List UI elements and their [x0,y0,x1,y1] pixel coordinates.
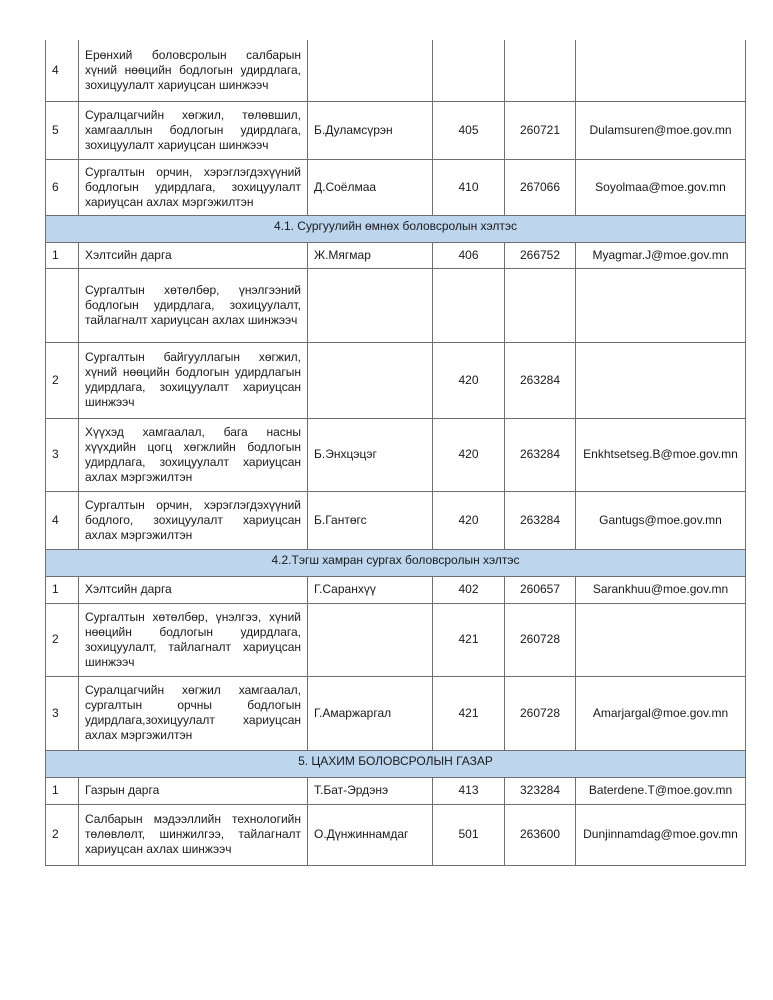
email-address[interactable]: Sarankhuu@moe.gov.mn [576,576,746,603]
table-row [46,268,746,342]
room-number: 405 [433,101,505,159]
employee-name: Т.Бат-Эрдэнэ [308,777,433,804]
table-row [46,101,746,159]
row-number: 2 [46,342,79,418]
row-number: 3 [46,676,79,750]
section-header-row [46,215,746,242]
row-number: 6 [46,159,79,215]
row-number: 2 [46,603,79,676]
room-number: 501 [433,804,505,865]
employee-name [308,603,433,676]
position-title: Хүүхэд хамгаалал, бага насны хүүхдийн цогц хөгжлийн бодлогын удирдлага, зохицуулалт хариуцсан ахлах мэргэжилтэн [79,418,308,491]
room-number: 420 [433,418,505,491]
email-address[interactable]: Dulamsuren@moe.gov.mn [576,101,746,159]
room-number [433,40,505,101]
employee-name: Б.Дуламсүрэн [308,101,433,159]
phone-number: 263284 [505,491,576,549]
room-number: 410 [433,159,505,215]
room-number: 421 [433,676,505,750]
position-title: Хэлтсийн дарга [79,242,308,268]
position-title: Ерөнхий боловсролын салбарын хүний нөөцийн бодлогын удирдлага, зохицуулалт хариуцсан шинжээч [79,40,308,101]
table-row [46,418,746,491]
phone-number: 263600 [505,804,576,865]
position-title: Суралцагчийн хөгжил хамгаалал, сургалтын орчны бодлогын удирдлага,зохицуулалт хариуцсан ахлах мэргэжилтэн [79,676,308,750]
employee-name: Б.Энхцэцэг [308,418,433,491]
employee-name: Д.Соёлмаа [308,159,433,215]
email-address[interactable]: Soyolmaa@moe.gov.mn [576,159,746,215]
table-row [46,804,746,865]
phone-number [505,268,576,342]
phone-number: 263284 [505,342,576,418]
email-address [576,268,746,342]
row-number: 1 [46,576,79,603]
position-title: Сургалтын хөтөлбөр, үнэлгээ, хүний нөөцийн бодлогын удирдлага, зохицуулалт, тайлагналт хариуцсан шинжээч [79,603,308,676]
room-number: 420 [433,342,505,418]
phone-number: 260728 [505,603,576,676]
email-address[interactable]: Dunjinnamdag@moe.gov.mn [576,804,746,865]
email-address[interactable]: Baterdene.T@moe.gov.mn [576,777,746,804]
table-row [46,603,746,676]
table-row [46,576,746,603]
position-title: Сургалтын байгууллагын хөгжил, хүний нөөцийн бодлогын удирдлагын удирдлага, зохицуулалт хариуцсан шинжээч [79,342,308,418]
row-number: 2 [46,804,79,865]
email-address[interactable]: Myagmar.J@moe.gov.mn [576,242,746,268]
employee-name: Б.Гантөгс [308,491,433,549]
section-title: 4.2.Тэгш хамран сургах боловсролын хэлтэс [46,549,746,576]
phone-number: 323284 [505,777,576,804]
row-number: 4 [46,491,79,549]
staff-directory-table [45,40,746,866]
email-address [576,603,746,676]
table-row [46,242,746,268]
email-address[interactable]: Enkhtsetseg.B@moe.gov.mn [576,418,746,491]
employee-name: Ж.Мягмар [308,242,433,268]
section-header-row [46,549,746,576]
email-address[interactable]: Amarjargal@moe.gov.mn [576,676,746,750]
row-number [46,268,79,342]
phone-number: 267066 [505,159,576,215]
table-row [46,777,746,804]
email-address [576,40,746,101]
table-row [46,342,746,418]
position-title: Сургалтын орчин, хэрэглэгдэхүүний бодлого, зохицуулалт хариуцсан ахлах мэргэжилтэн [79,491,308,549]
employee-name [308,268,433,342]
position-title: Суралцагчийн хөгжил, төлөвшил, хамгааллын бодлогын удирдлага, зохицуулалт хариуцсан шинжээч [79,101,308,159]
section-title: 5. ЦАХИМ БОЛОВСРОЛЫН ГАЗАР [46,750,746,777]
position-title: Газрын дарга [79,777,308,804]
phone-number: 263284 [505,418,576,491]
phone-number: 266752 [505,242,576,268]
table-row [46,159,746,215]
employee-name [308,40,433,101]
room-number: 420 [433,491,505,549]
section-header-row [46,750,746,777]
employee-name: О.Дүнжиннамдаг [308,804,433,865]
table-row [46,676,746,750]
row-number: 3 [46,418,79,491]
employee-name: Г.Саранхүү [308,576,433,603]
email-address [576,342,746,418]
position-title: Сургалтын орчин, хэрэглэгдэхүүний бодлогын удирдлага, зохицуулалт хариуцсан ахлах мэргэжилтэн [79,159,308,215]
room-number: 413 [433,777,505,804]
room-number: 406 [433,242,505,268]
room-number: 402 [433,576,505,603]
table-row [46,40,746,101]
employee-name: Г.Амаржаргал [308,676,433,750]
room-number [433,268,505,342]
table-row [46,491,746,549]
row-number: 1 [46,242,79,268]
phone-number: 260721 [505,101,576,159]
employee-name [308,342,433,418]
phone-number: 260728 [505,676,576,750]
phone-number [505,40,576,101]
position-title: Хэлтсийн дарга [79,576,308,603]
row-number: 5 [46,101,79,159]
email-address[interactable]: Gantugs@moe.gov.mn [576,491,746,549]
position-title: Салбарын мэдээллийн технологийн төлөвлөлт, шинжилгээ, тайлагналт хариуцсан ахлах шинжээч [79,804,308,865]
row-number: 4 [46,40,79,101]
section-title: 4.1. Сургуулийн өмнөх боловсролын хэлтэс [46,215,746,242]
row-number: 1 [46,777,79,804]
phone-number: 260657 [505,576,576,603]
room-number: 421 [433,603,505,676]
position-title: Сургалтын хөтөлбөр, үнэлгээний бодлогын удирдлага, зохицуулалт, тайлагналт хариуцсан ахлах шинжээч [79,268,308,342]
